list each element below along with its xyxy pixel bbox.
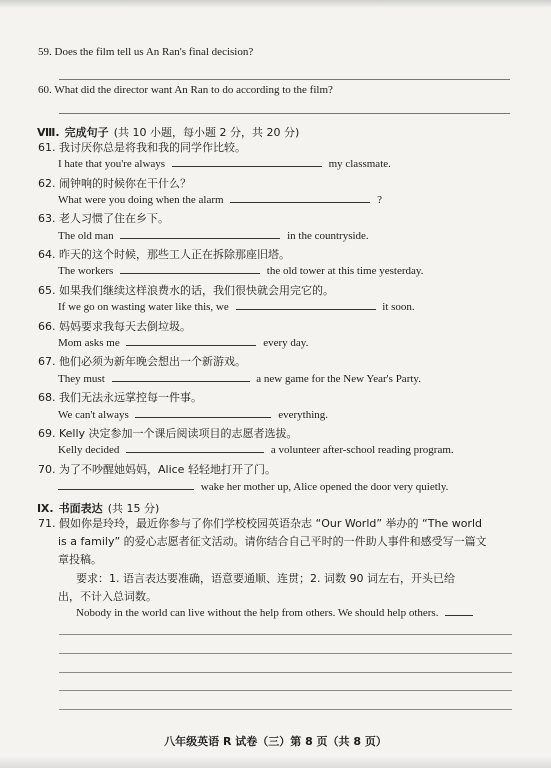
section-note: (共 10 小题，每小题 2 分，共 20 分) bbox=[113, 126, 300, 139]
sentence-end: in the countryside. bbox=[287, 230, 369, 242]
question-68-english bbox=[58, 408, 328, 421]
question-number: 61. bbox=[38, 141, 56, 154]
sentence-start: If we go on wasting water like this, we bbox=[58, 301, 229, 313]
sentence-end: a volunteer after-school reading program. bbox=[270, 444, 454, 456]
question-71-requirement-1: 要求：1. 语言表达要准确，语意要通顺、连贯；2. 词数 90 词左右，开头已给 bbox=[76, 572, 455, 585]
question-71-line-3: 章投稿。 bbox=[58, 553, 102, 566]
question-number: 60. bbox=[38, 84, 52, 96]
page-footer: 八年级英语 R 试卷（三）第 8 页（共 8 页） bbox=[164, 735, 387, 748]
question-number: 64. bbox=[38, 248, 56, 261]
opening-continuation-blank[interactable] bbox=[445, 606, 473, 616]
section-8-heading bbox=[37, 121, 299, 140]
section-title: 完成句子 bbox=[64, 126, 109, 139]
essay-writing-line[interactable] bbox=[59, 672, 512, 673]
question-66-chinese bbox=[38, 318, 191, 334]
blank-68[interactable] bbox=[135, 408, 271, 418]
question-number: 69. bbox=[38, 427, 56, 440]
blank-64[interactable] bbox=[120, 264, 260, 274]
blank-65[interactable] bbox=[236, 300, 376, 310]
scan-bottom-shadow bbox=[0, 756, 551, 768]
question-71-line-1 bbox=[38, 515, 482, 531]
sentence-end: everything. bbox=[278, 409, 329, 421]
question-number: 62. bbox=[38, 177, 56, 190]
question-number: 63. bbox=[38, 212, 56, 225]
question-65-chinese bbox=[38, 282, 334, 298]
chinese-sentence: 我讨厌你总是将我和我的同学作比较。 bbox=[59, 141, 246, 154]
sentence-end: the old tower at this time yesterday. bbox=[266, 265, 424, 277]
blank-62[interactable] bbox=[230, 193, 370, 203]
blank-67[interactable] bbox=[112, 372, 250, 382]
opening-text: Nobody in the world can live without the help from others. We should help others. bbox=[76, 607, 439, 619]
question-number: 71. bbox=[38, 517, 56, 530]
blank-69[interactable] bbox=[126, 443, 264, 453]
section-note: (共 15 分) bbox=[107, 502, 160, 515]
section-number: Ⅷ. bbox=[37, 126, 60, 139]
sentence-start: They must bbox=[58, 373, 105, 385]
question-63-english bbox=[58, 229, 369, 242]
answer-line-60[interactable] bbox=[59, 113, 510, 114]
answer-line-59[interactable] bbox=[59, 79, 510, 80]
chinese-sentence: 他们必须为新年晚会想出一个新游戏。 bbox=[59, 355, 246, 368]
question-65-english bbox=[58, 300, 415, 313]
chinese-sentence: 如果我们继续这样浪费水的话，我们很快就会用完它的。 bbox=[59, 284, 334, 297]
question-62-english bbox=[58, 193, 382, 206]
blank-61[interactable] bbox=[172, 157, 322, 167]
blank-70[interactable] bbox=[58, 480, 194, 490]
section-9-heading bbox=[37, 497, 159, 516]
question-64-english bbox=[58, 264, 423, 277]
sentence-end: ? bbox=[377, 194, 382, 206]
question-59 bbox=[38, 46, 253, 58]
question-61-english bbox=[58, 157, 391, 170]
section-title: 书面表达 bbox=[58, 502, 103, 515]
question-number: 66. bbox=[38, 320, 56, 333]
question-text: What did the director want An Ran to do according to the film? bbox=[54, 84, 333, 96]
chinese-sentence: Kelly 决定参加一个课后阅读项目的志愿者选拔。 bbox=[59, 427, 298, 440]
essay-writing-line[interactable] bbox=[59, 690, 512, 691]
chinese-sentence: 我们无法永远掌控每一件事。 bbox=[59, 391, 202, 404]
question-64-chinese bbox=[38, 246, 290, 262]
question-61-chinese bbox=[38, 139, 246, 155]
sentence-end: it soon. bbox=[382, 301, 415, 313]
sentence-end: my classmate. bbox=[328, 158, 391, 170]
sentence-start: We can't always bbox=[58, 409, 129, 421]
sentence-start: The workers bbox=[58, 265, 114, 277]
question-71-line-2: is a family” 的爱心志愿者征文活动。请你结合自己平时的一件助人事件和感受写一篇文 bbox=[58, 535, 487, 548]
essay-writing-line[interactable] bbox=[59, 653, 512, 654]
question-71-requirement-2: 出，不计入总词数。 bbox=[58, 590, 157, 603]
question-62-chinese bbox=[38, 175, 191, 191]
question-67-chinese bbox=[38, 353, 246, 369]
question-70-english bbox=[58, 480, 448, 493]
sentence-end: every day. bbox=[263, 337, 309, 349]
question-63-chinese bbox=[38, 210, 169, 226]
sentence-start: What were you doing when the alarm bbox=[58, 194, 224, 206]
chinese-sentence: 老人习惯了住在乡下。 bbox=[59, 212, 169, 225]
chinese-sentence: 闹钟响的时候你在干什么？ bbox=[59, 177, 191, 190]
question-number: 67. bbox=[38, 355, 56, 368]
sentence-end: a new game for the New Year's Party. bbox=[256, 373, 421, 385]
question-number: 65. bbox=[38, 284, 56, 297]
sentence-start: Kelly decided bbox=[58, 444, 120, 456]
essay-opening-sentence bbox=[76, 606, 477, 619]
question-70-chinese bbox=[38, 461, 276, 477]
question-68-chinese bbox=[38, 389, 202, 405]
question-number: 70. bbox=[38, 463, 56, 476]
question-69-english bbox=[58, 443, 454, 456]
sentence-start: I hate that you're always bbox=[58, 158, 166, 170]
prompt-text: 假如你是玲玲，最近你参与了你们学校校园英语杂志 “Our World” 举办的 “The world bbox=[59, 517, 482, 530]
question-number: 68. bbox=[38, 391, 56, 404]
chinese-sentence: 昨天的这个时候，那些工人正在拆除那座旧塔。 bbox=[59, 248, 290, 261]
sentence-end: wake her mother up, Alice opened the door very quietly. bbox=[200, 481, 449, 493]
blank-66[interactable] bbox=[126, 336, 256, 346]
sentence-start: The old man bbox=[58, 230, 114, 242]
question-number: 59. bbox=[38, 46, 52, 58]
question-66-english bbox=[58, 336, 308, 349]
section-number: Ⅸ. bbox=[37, 502, 54, 515]
chinese-sentence: 为了不吵醒她妈妈，Alice 轻轻地打开了门。 bbox=[59, 463, 276, 476]
blank-63[interactable] bbox=[120, 229, 280, 239]
essay-writing-line[interactable] bbox=[59, 709, 512, 710]
question-60 bbox=[38, 84, 333, 96]
question-67-english bbox=[58, 372, 421, 385]
sentence-start: Mom asks me bbox=[58, 337, 120, 349]
question-text: Does the film tell us An Ran's final decision? bbox=[54, 46, 254, 58]
essay-writing-line[interactable] bbox=[59, 634, 512, 635]
question-69-chinese bbox=[38, 425, 298, 441]
chinese-sentence: 妈妈要求我每天去倒垃圾。 bbox=[59, 320, 191, 333]
